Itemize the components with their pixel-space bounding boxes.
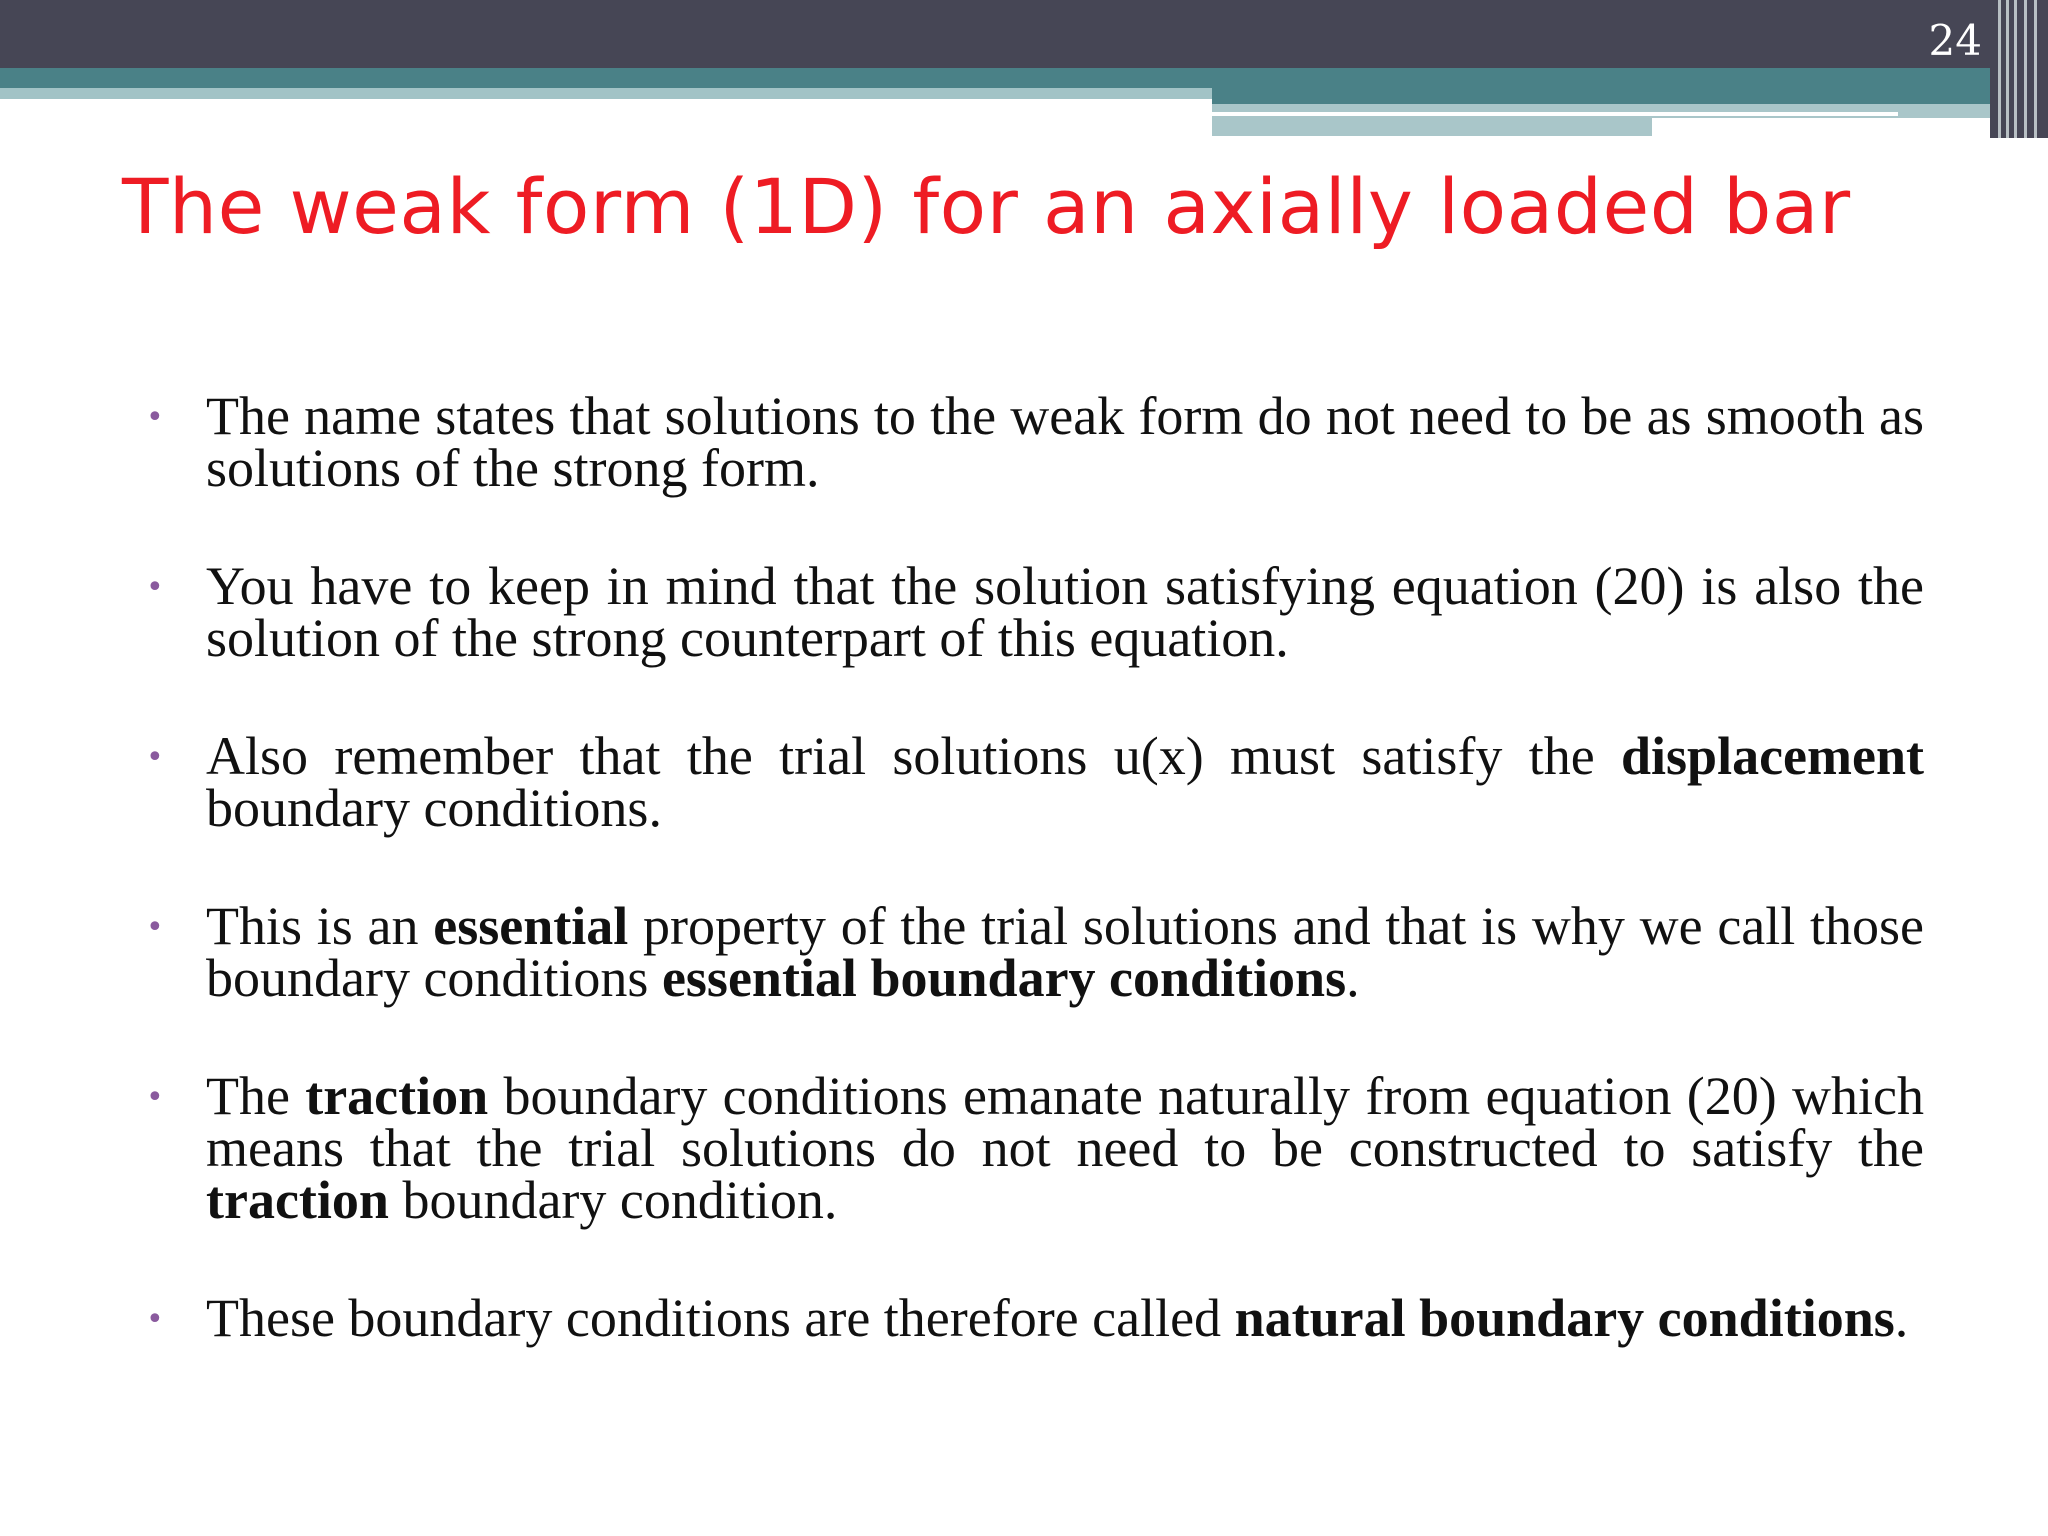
bullet-item [140,1066,1924,1230]
bullet-text: These boundary conditions are therefore called [206,1288,1235,1348]
bullet-item [140,726,1924,838]
bullet-text: This is an [206,896,434,956]
bullet-text: The name states that solutions to the weak form do not need to be as smooth as solutions of the strong form. [206,386,1924,498]
header-band-teal [0,68,2048,88]
bullet-text: You have to keep in mind that the solution satisfying equation (20) is also the solution of the strong counterpart of this equation. [206,556,1924,668]
slide-title: The weak form (1D) for an axially loaded bar [122,162,1851,251]
bullet-text-bold: essential [433,896,629,956]
bullet-marker-icon: • [146,1302,164,1337]
bullet-item [140,386,1924,498]
bullet-text-bold: traction [305,1066,489,1126]
bullet-text-bold: essential boundary conditions [661,948,1347,1008]
bullet-item [140,896,1924,1008]
bullet-marker-icon: • [146,400,164,435]
corner-stripe [2014,0,2017,138]
bullet-text: The [206,1066,306,1126]
bullet-text: . [1894,1288,1909,1348]
bullet-marker-icon: • [146,570,164,605]
bullet-list [140,386,1924,1410]
bullet-text: boundary condition. [388,1170,838,1230]
bullet-text-bold: traction [206,1170,389,1230]
bullet-marker-icon: • [146,910,164,945]
header-band-light-left [0,88,1212,99]
bullet-text: boundary conditions. [206,778,662,838]
bullet-text: property of the trial solutions and that is why we call those boundary conditions [206,896,1924,1008]
header-band-teal-right [1212,88,2048,104]
corner-stripe [2006,0,2009,138]
bullet-text: boundary conditions emanate naturally from equation (20) which means that the trial solutions do not need to be constructed to satisfy the [206,1066,1924,1178]
bullet-marker-icon: • [146,1080,164,1115]
header-band-dark [0,0,2048,68]
bullet-text-bold: natural boundary conditions [1234,1288,1895,1348]
page-number: 24 [1928,16,1982,65]
bullet-text-bold: displacement [1621,726,1924,786]
header-band-white-line [1212,112,1898,116]
bullet-item [140,556,1924,668]
corner-stripe [2024,0,2027,138]
bullet-text: . [1346,948,1360,1008]
corner-stripe [2034,0,2037,138]
header-band-light-right-lower [1212,118,1652,136]
bullet-text: Also remember that the trial solutions u(x) must satisfy the [206,726,1621,786]
header-corner-box [1990,0,2048,138]
bullet-item [140,1288,1924,1348]
corner-stripe [1998,0,2001,138]
bullet-marker-icon: • [146,740,164,775]
